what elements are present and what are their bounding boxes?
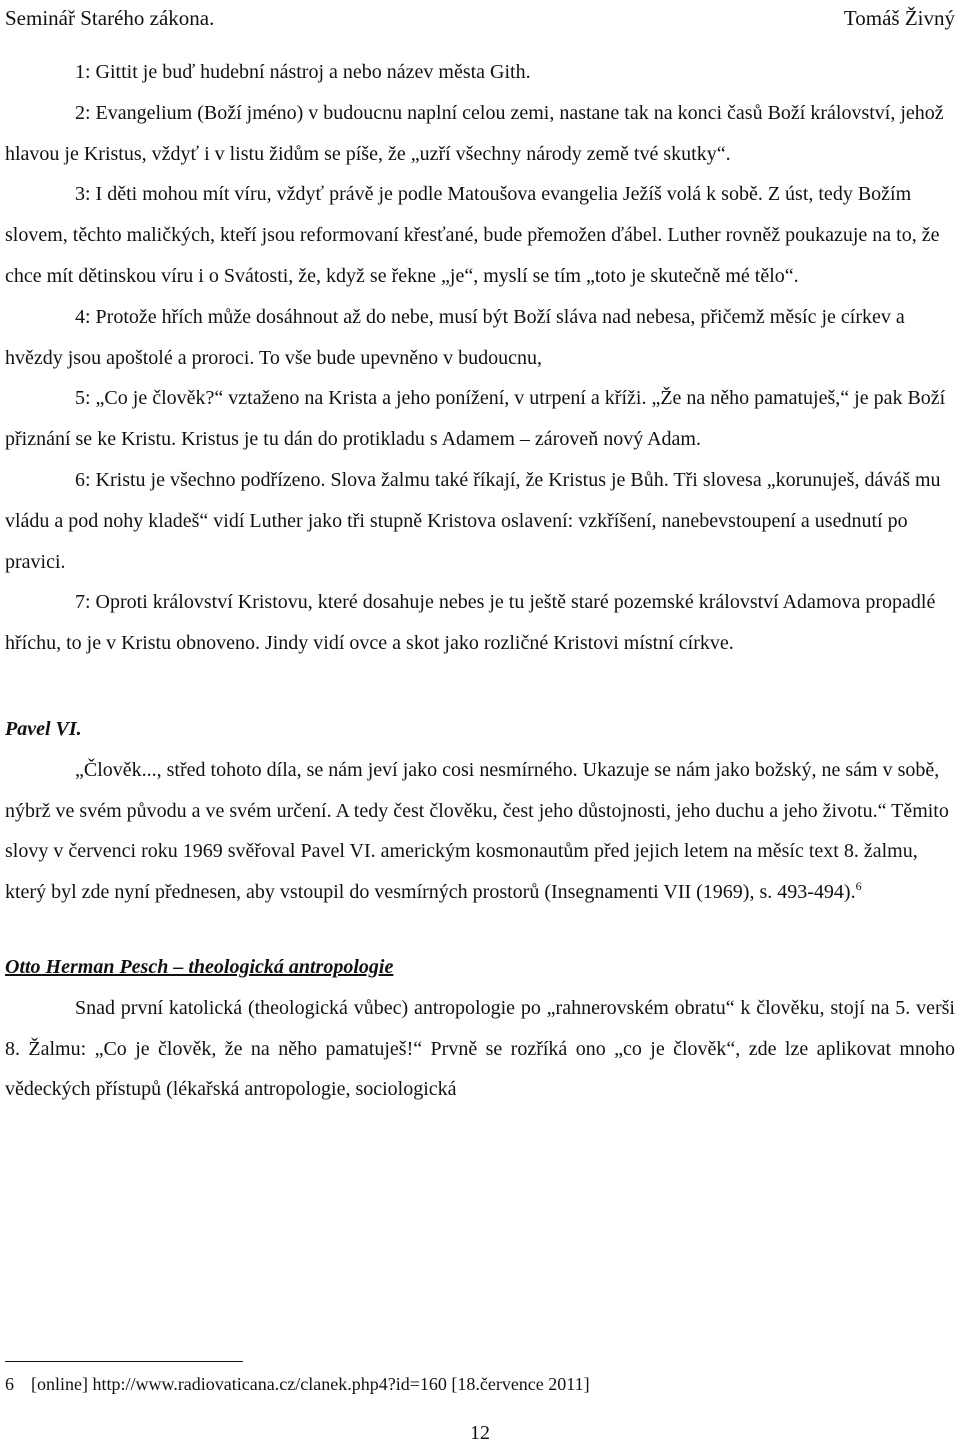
footnote-reference[interactable]: 6 [855,879,862,894]
page-body [5,52,955,1110]
footnote [5,1372,590,1396]
section-heading-pavel: Pavel VI. [5,717,82,740]
footnote-text: [online] http://www.radiovaticana.cz/clanek.php4?id=160 [18.července 2011] [31,1374,590,1394]
paragraph-verse-6: 6: Kristu je všechno podřízeno. Slova žalmu také říkají, že Kristus je Bůh. Tři slovesa „korunuješ, dáváš mu vládu a pod nohy kladeš“ vidí Luther jako tři stupně Kristova oslavení: vzkříšení, nanebevstoupení a usednutí po pravici. [5,468,941,573]
paragraph-verse-1: 1: Gittit je buď hudební nástroj a nebo název města Gith. [75,61,531,83]
section-heading-pesch: Otto Herman Pesch – theologická antropologie [5,955,394,978]
section-spacer [5,664,955,709]
footnote-number: 6 [5,1374,14,1394]
footnote-separator [5,1361,243,1362]
header-author: Tomáš Živný [843,6,955,30]
paragraph-verse-7: 7: Oproti království Kristovu, které dosahuje nebes je tu ještě staré pozemské království Adamova propadlé hříchu, to je v Kristu obnoveno. Jindy vidí ovce a skot jako rozličné Kristovi místní církve. [5,591,936,655]
paragraph-verse-5: 5: „Co je člověk?“ vztaženo na Krista a jeho ponížení, v utrpení a kříži. „Že na něho pamatuješ,“ je pak Boží přiznání se ke Kristu. Kristus je tu dán do protikladu s Adamem – zároveň nový Adam. [5,387,946,451]
page-header [5,3,955,33]
header-course-title: Seminář Starého zákona. [5,6,215,30]
paragraph-verse-4: 4: Protože hřích může dosáhnout až do nebe, musí být Boží sláva nad nebesa, přičemž měsíc je církev a hvězdy jsou apoštolé a proroci. To vše bude upevněno v budoucnu, [5,305,905,369]
page-number: 12 [470,1422,490,1444]
paragraph-verse-2: 2: Evangelium (Boží jméno) v budoucnu naplní celou zemi, nastane tak na konci časů Boží království, jehož hlavou je Kristus, vždyť i v listu židům se píše, že „uzří všechny národy země tvé skutky“. [5,101,944,165]
paragraph-pesch: Snad první katolická (theologická vůbec) antropologie po „rahnerovském obratu“ k člověku, stojí na 5. verši 8. Žalmu: „Co je člověk, že na něho pamatuješ!“ Prvně se rozříká ono „co je člověk“, zde lze aplikovat mnoho vědeckých přístupů (lékařská antropologie, sociologická [5,996,955,1101]
paragraph-pavel [5,750,955,913]
paragraph-verse-3: 3: I děti mohou mít víru, vždyť právě je podle Matoušova evangelia Ježíš volá k sobě. Z úst, tedy Božím slovem, těchto maličkých, kteří jsou reformovaní křesťané, bude přemožen ďábel. Luther rovněž poukazuje na to, že chce mít dětinskou víru i o Svátosti, že, když se řekne „je“, myslí se tím „toto je skutečně mé tělo“. [5,183,940,287]
section-spacer [5,913,955,947]
paragraph-pavel-text: „Člověk..., střed tohoto díla, se nám jeví jako cosi nesmírného. Ukazuje se nám jako božský, ne sám v sobě, nýbrž ve svém původu a ve svém určení. A tedy čest člověku, čest jeho důstojnosti, jeho duchu a jeho životu.“ Těmito slovy v červenci roku 1969 svěřoval Pavel VI. americkým kosmonautům před jejich letem na měsíc text 8. žalmu, který byl zde nyní přednesen, aby vstoupil do vesmírných prostorů (Insegnamenti VII (1969), s. 493-494). [5,758,949,904]
